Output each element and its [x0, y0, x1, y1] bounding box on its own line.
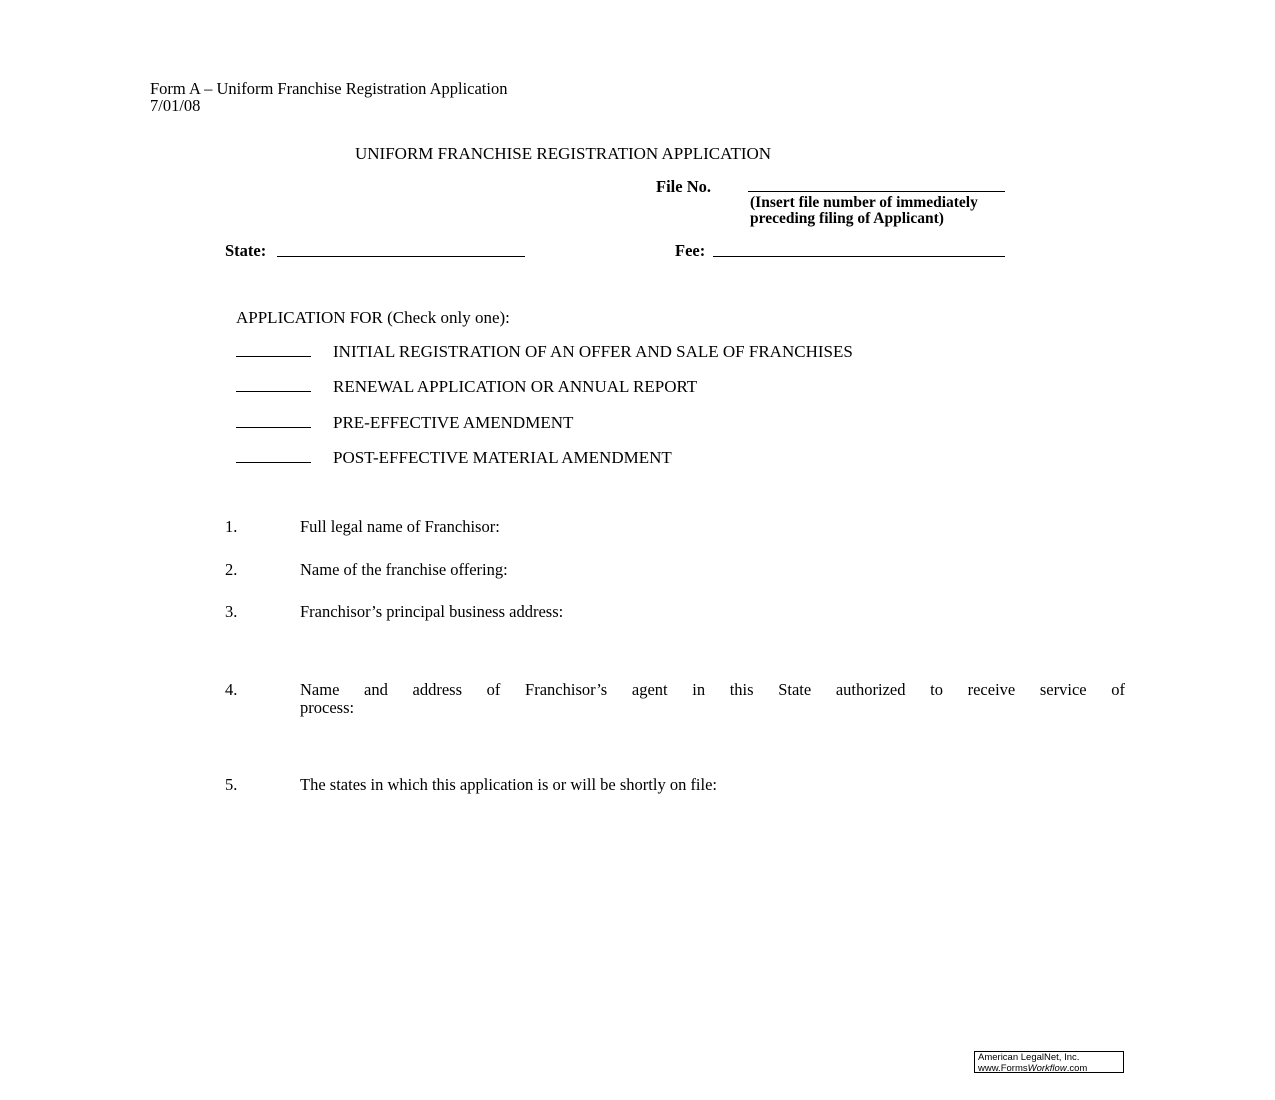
url-part: www.Forms — [978, 1062, 1028, 1074]
checkbox-blank[interactable] — [236, 448, 311, 463]
item-text: Full legal name of Franchisor: — [300, 517, 500, 536]
file-no-field[interactable] — [748, 191, 1005, 192]
checkbox-blank[interactable] — [236, 377, 311, 392]
option-label: RENEWAL APPLICATION OR ANNUAL REPORT — [333, 377, 698, 396]
option-label: POST-EFFECTIVE MATERIAL AMENDMENT — [333, 448, 672, 467]
document-title: UNIFORM FRANCHISE REGISTRATION APPLICATION — [355, 144, 772, 163]
url-part: .com — [1066, 1062, 1088, 1074]
file-no-label: File No. — [656, 177, 711, 196]
item-number: 4. — [225, 680, 238, 699]
item-number: 1. — [225, 517, 238, 536]
publisher-logo — [974, 1051, 1124, 1073]
fee-field[interactable] — [713, 256, 1005, 257]
file-no-note-1: (Insert file number of immediately — [750, 194, 978, 211]
item-text: Name of the franchise offering: — [300, 560, 508, 579]
url-part: Workflow — [1027, 1062, 1067, 1074]
item-number: 2. — [225, 560, 238, 579]
option-renewal[interactable] — [236, 377, 697, 397]
form-date: 7/01/08 — [150, 96, 201, 115]
checkbox-blank[interactable] — [236, 413, 311, 428]
item-text: Name and address of Franchisor’s agent in this State authorized to receive service of — [300, 680, 1125, 699]
publisher-url — [978, 1064, 1123, 1075]
item-text-continued: process: — [300, 698, 355, 717]
option-post-effective[interactable] — [236, 448, 672, 468]
state-label: State: — [225, 241, 267, 260]
file-no-note-2: preceding filing of Applicant) — [750, 210, 944, 227]
checkbox-blank[interactable] — [236, 342, 311, 357]
fee-label: Fee: — [675, 241, 706, 260]
item-number: 3. — [225, 602, 238, 621]
application-for-label: APPLICATION FOR (Check only one): — [236, 308, 510, 327]
option-initial-registration[interactable] — [236, 342, 853, 362]
option-pre-effective[interactable] — [236, 413, 573, 433]
item-text: The states in which this application is or will be shortly on file: — [300, 775, 718, 794]
item-number: 5. — [225, 775, 238, 794]
state-field[interactable] — [277, 256, 525, 257]
option-label: PRE-EFFECTIVE AMENDMENT — [333, 413, 574, 432]
form-name: Form A – Uniform Franchise Registration Application — [150, 79, 508, 98]
option-label: INITIAL REGISTRATION OF AN OFFER AND SALE OF FRANCHISES — [333, 342, 853, 361]
publisher-name: American LegalNet, Inc. — [978, 1052, 1080, 1063]
item-text: Franchisor’s principal business address: — [300, 602, 564, 621]
